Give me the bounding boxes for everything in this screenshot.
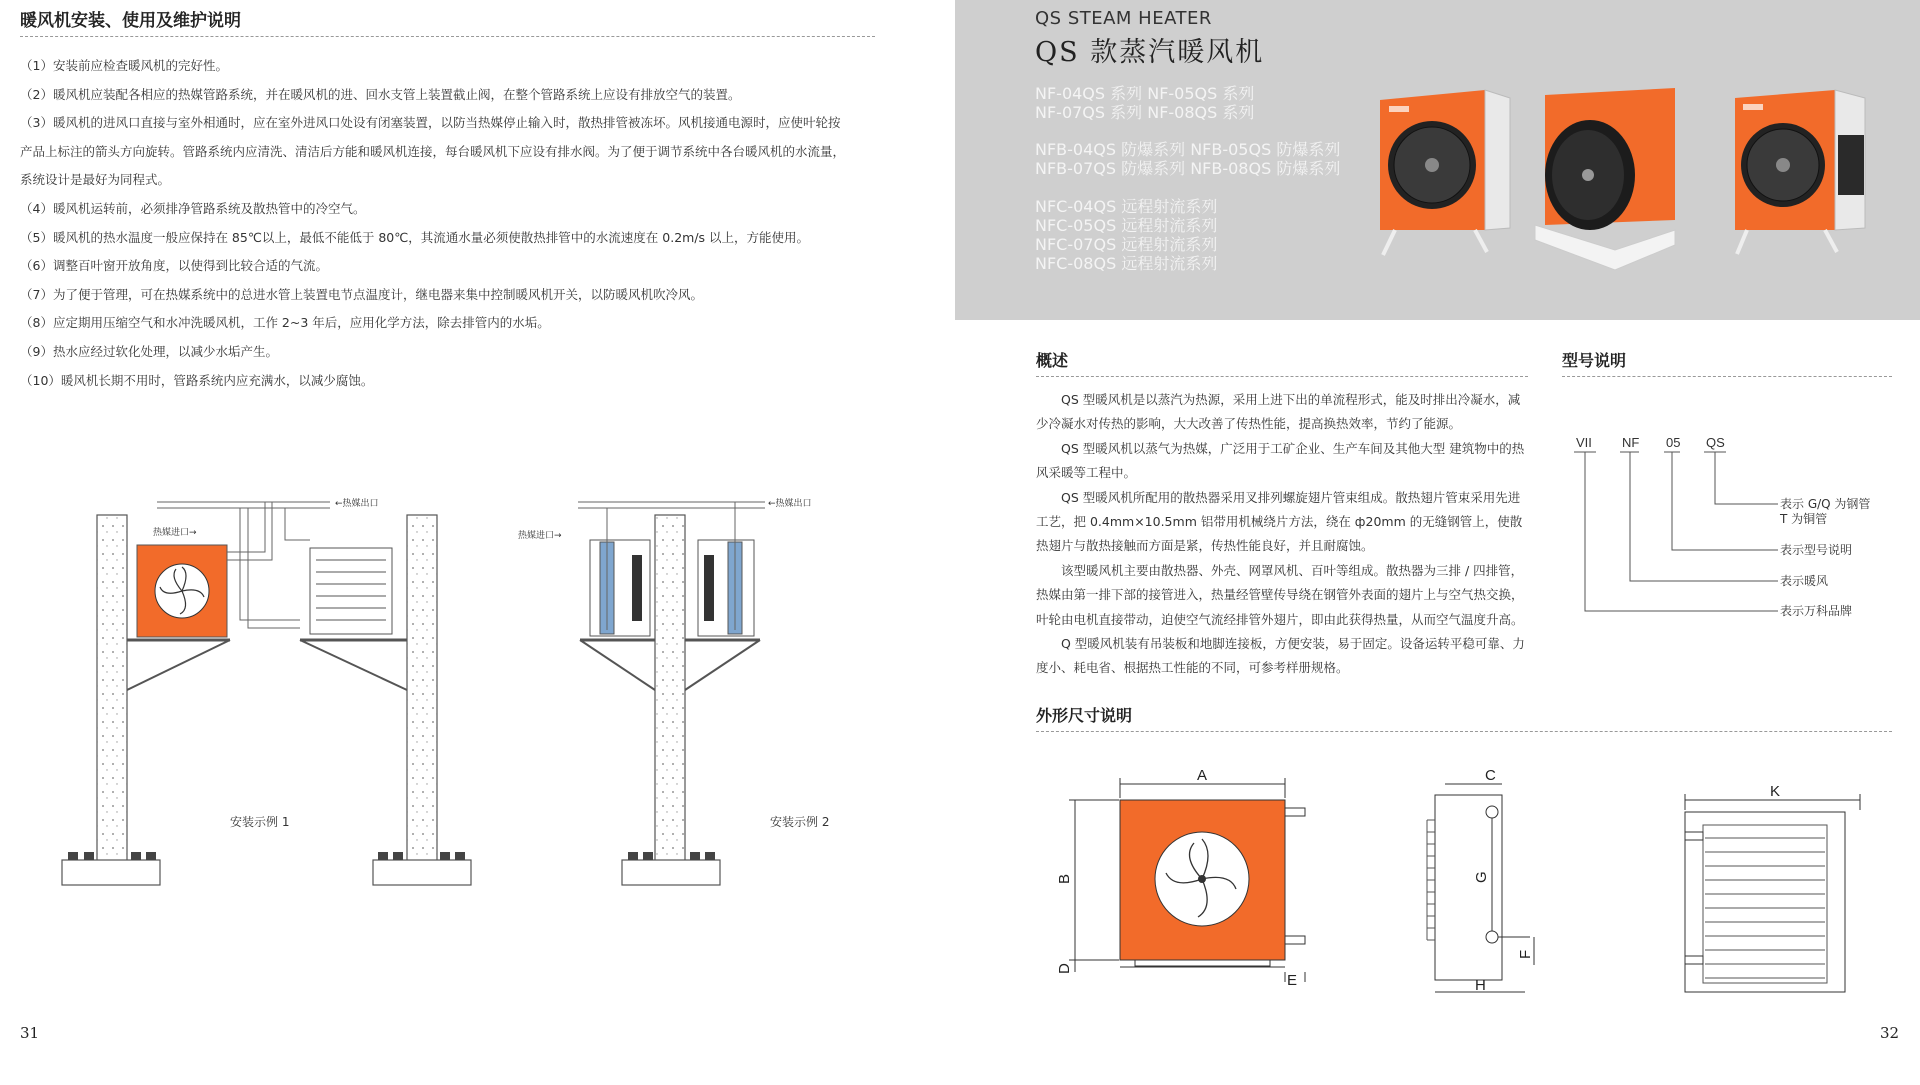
model-code-qs: QS — [1706, 435, 1725, 450]
banner-subtitle: QS STEAM HEATER — [1035, 8, 1212, 29]
dim-label-e: E — [1287, 972, 1298, 989]
dim-label-k: K — [1770, 783, 1781, 800]
overview-title: 概述 — [1036, 351, 1069, 370]
series-group-nfb — [1035, 140, 1340, 178]
page-number-right: 32 — [1880, 1024, 1900, 1042]
model-code-diagram — [1560, 425, 1905, 625]
model-desc-brand: 表示万科品牌 — [1780, 604, 1853, 618]
instruction-item: （3）暖风机的进风口直接与室外相通时，应在室外进风口处设有闭塞装置，以防当热媒停止输入时，散热排管被冻坏。风机接通电源时，应使叶轮按 — [20, 115, 841, 131]
heater-photo-nfc — [1535, 88, 1675, 270]
dim-label-f: F — [1517, 949, 1534, 959]
dim-label-d: D — [1056, 963, 1073, 974]
hot-out-label-1: ←热媒出口 — [335, 499, 379, 509]
heater-product-photos — [1375, 80, 1915, 300]
product-banner — [955, 0, 1920, 320]
instruction-item: （6）调整百叶窗开放角度，以使得到比较合适的气流。 — [20, 258, 328, 274]
model-code-05: 05 — [1666, 435, 1681, 450]
heater-photo-nfb — [1735, 90, 1865, 254]
side-view-drawing — [1427, 767, 1534, 994]
model-code-nf: NF — [1622, 435, 1640, 450]
series-line: NFC-04QS 远程射流系列 — [1035, 197, 1218, 216]
overview-paragraph: QS 型暖风机所配用的散热器采用叉排列螺旋翅片管束组成。散热翅片管束采用先进工艺，把 0.4mm×10.5mm 铝带用机械绕片方法，绕在 ф20mm 的无缝钢管上，使散热翅片与散热接触而方面是紧，传热性能良好，并且耐腐蚀。 — [1036, 489, 1523, 554]
instruction-item: （8）应定期用压缩空气和水冲洗暖风机，工作 2~3 年后，应用化学方法，除去排管内的水垢。 — [20, 315, 550, 331]
instruction-list — [20, 52, 880, 395]
title-divider — [20, 36, 875, 37]
model-code-vii: VII — [1576, 435, 1592, 450]
overview-paragraph: 该型暖风机主要由散热器、外壳、网罩风机、百叶等组成。散热器为三排 / 四排管，热媒由第一排下部的接管进入，热量经管壁传导绕在钢管外表面的翅片上与空气热交换，叶轮由电机直接带动，迫使空气流经排管外翅片，即由此获得热量，从而空气温度升高。 — [1036, 562, 1524, 627]
model-desc-copper: T 为铜管 — [1780, 512, 1828, 526]
series-line: NF-07QS 系列 NF-08QS 系列 — [1035, 103, 1255, 122]
model-desc-heater: 表示暖风 — [1780, 574, 1829, 588]
example-1-label: 安装示例 1 — [230, 815, 290, 829]
hot-out-label-2: ←热媒出口 — [768, 499, 812, 509]
instruction-item: （4）暖风机运转前，必须排净管路系统及散热管中的冷空气。 — [20, 200, 366, 216]
instruction-item: （7）为了便于管理，可在热媒系统中的总进水管上装置电节点温度计，继电器来集中控制暖风机开关，以防暖风机吹冷风。 — [20, 286, 703, 302]
overview-paragraph: QS 型暖风机以蒸气为热媒，广泛用于工矿企业、生产车间及其他大型 建筑物中的热风采暖等工程中。 — [1036, 440, 1525, 481]
example-2-label: 安装示例 2 — [770, 815, 830, 829]
overview-text — [1036, 388, 1531, 681]
instruction-item: （5）暖风机的热水温度一般应保持在 85℃以上，最低不能低于 80℃，其流通水量必须使散热排管中的水流速度在 0.2m/s 以上，方能使用。 — [20, 229, 810, 245]
series-line: NFC-07QS 远程射流系列 — [1035, 235, 1218, 254]
dim-label-b: B — [1056, 873, 1073, 884]
model-title: 型号说明 — [1562, 351, 1627, 370]
installation-diagram — [0, 480, 880, 900]
model-divider — [1562, 376, 1892, 377]
rear-view-drawing — [1685, 783, 1860, 992]
instruction-item: 系统设计是最好为同程式。 — [20, 172, 171, 188]
banner-title: QS 款蒸汽暖风机 — [1035, 37, 1265, 68]
instruction-item: （1）安装前应检查暖风机的完好性。 — [20, 58, 228, 73]
overview-divider — [1036, 376, 1528, 377]
model-desc-material: 表示 G/Q 为钢管 — [1780, 497, 1871, 511]
hot-in-label-2: 热媒进口→ — [518, 531, 562, 541]
hot-in-label-1: 热媒进口→ — [153, 528, 197, 538]
dim-label-c: C — [1485, 767, 1496, 784]
series-line: NFB-07QS 防爆系列 NFB-08QS 防爆系列 — [1035, 159, 1341, 178]
series-group-nfc — [1035, 197, 1217, 273]
page-title: 暖风机安装、使用及维护说明 — [20, 11, 241, 31]
dim-label-a: A — [1197, 767, 1208, 784]
heater-photo-nf — [1380, 90, 1510, 255]
overview-paragraph: QS 型暖风机是以蒸汽为热源，采用上进下出的单流程形式，能及时排出冷凝水，减少冷凝水对传热的影响，大大改善了传热性能，提高换热效率，节约了能源。 — [1036, 392, 1521, 432]
install-example-1 — [62, 497, 471, 885]
dimensions-divider — [1036, 731, 1892, 732]
series-line: NFB-04QS 防爆系列 NFB-05QS 防爆系列 — [1035, 140, 1341, 159]
instruction-item: （9）热水应经过软化处理，以减少水垢产生。 — [20, 343, 278, 359]
page-number-left: 31 — [20, 1024, 40, 1042]
instruction-item: 产品上标注的箭头方向旋转。管路系统内应清洗、清洁后方能和暖风机连接，每台暖风机下应设有排水阀。为了便于调节系统中各台暖风机的水流量， — [20, 143, 846, 159]
series-line: NFC-05QS 远程射流系列 — [1035, 216, 1218, 235]
series-group-nf — [1035, 84, 1254, 122]
model-desc-size: 表示型号说明 — [1780, 543, 1853, 557]
dim-label-g: G — [1473, 871, 1490, 883]
dimensions-title: 外形尺寸说明 — [1036, 706, 1133, 725]
overview-paragraph: Q 型暖风机装有吊装板和地脚连接板，方便安装，易于固定。设备运转平稳可靠、力度小、耗电省、根据热工性能的不同，可参考样册规格。 — [1036, 636, 1525, 676]
dim-label-h: H — [1475, 977, 1486, 994]
series-line: NF-04QS 系列 NF-05QS 系列 — [1035, 84, 1255, 103]
instruction-item: （2）暖风机应装配各相应的热媒管路系统，并在暖风机的进、回水支管上装置截止阀，在整个管路系统上应设有排放空气的装置。 — [20, 86, 741, 102]
front-view-drawing — [1056, 767, 1305, 989]
dimension-drawings — [1035, 760, 1895, 1010]
series-line: NFC-08QS 远程射流系列 — [1035, 254, 1218, 273]
install-example-2 — [518, 497, 829, 885]
instruction-item: （10）暖风机长期不用时，管路系统内应充满水，以减少腐蚀。 — [20, 372, 374, 388]
